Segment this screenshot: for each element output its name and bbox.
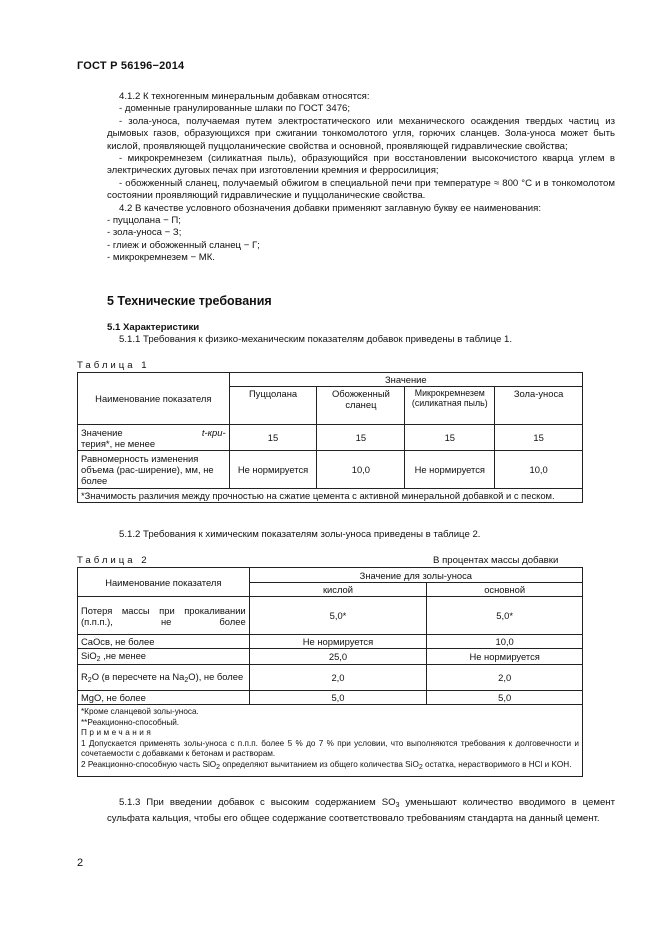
table-header-name: Наименование показателя	[78, 373, 230, 425]
table-2-unit: В процентах массы добавки	[433, 555, 559, 566]
table-cell: Не нормируется	[427, 649, 583, 665]
paragraph-part: 5.1.3 При введении добавок с высоким содержанием SO	[119, 797, 396, 808]
section-title: 5 Технические требования	[107, 294, 272, 308]
paragraph: 4.2 В качестве условного обозначения добавки применяют заглавную букву ее наименования:	[119, 202, 541, 214]
row-name-part: терия*, не менее	[81, 437, 156, 449]
row-name: MgO, не более	[78, 691, 250, 705]
column-header: Обожженный сланец	[317, 387, 405, 425]
column-header: Зола-уноса	[495, 387, 583, 425]
table-footnote: *Значимость различия между прочностью на сжатие цемента с активной минеральной добавкой и с песком.	[78, 489, 583, 503]
table-cell: 2,0	[427, 665, 583, 691]
column-header: Пуццолана	[229, 387, 317, 425]
subscript: 2	[87, 677, 92, 684]
column-header: Микрокремнезем (силикатная пыль)	[405, 387, 495, 425]
table-cell: 10,0	[317, 451, 405, 489]
table-cell: 10,0	[495, 451, 583, 489]
table-cell: 15	[229, 425, 317, 451]
row-name: CaOсв, не более	[78, 635, 250, 649]
table-header-name: Наименование показателя	[78, 568, 250, 597]
note	[81, 760, 579, 774]
subscript: 2	[184, 677, 189, 684]
table-cell: 5,0	[249, 691, 427, 705]
table-1-label: Таблица 1	[77, 360, 150, 371]
table-cell: 15	[405, 425, 495, 451]
paragraph-part: уменьшают количество вводимого в цемент сульфата кальция, чтобы его общее содержание соответствовало требованиям стандарта на данный цемент.	[107, 797, 615, 825]
row-name-part: t-кри-	[201, 426, 226, 438]
table-cell: 5,0*	[427, 597, 583, 635]
column-header: основной	[427, 583, 583, 597]
table-header-value: Значение для золы-уноса	[249, 568, 582, 583]
subscript: 3	[395, 802, 400, 809]
paragraph: 5.1.1 Требования к физико-механическим показателям добавок приведены в таблице 1.	[119, 334, 512, 345]
list-item: - микрокремнезем − МК.	[107, 252, 215, 264]
note-part: 2 Реакционно-способную часть SiO	[81, 759, 217, 769]
table-cell: 5,0*	[249, 597, 427, 635]
subsection-title: 5.1 Характеристики	[107, 322, 200, 333]
row-name	[78, 665, 250, 691]
paragraph: - микрокремнезем (силикатная пыль), образующийся при восстановлении высокочистого кварца углем в электрических дуговых печах при изготовлении кремния и ферросилиция;	[107, 153, 615, 177]
table-2	[77, 567, 583, 777]
note-part: определяют вычитанием из общего количества SiO	[220, 759, 419, 769]
note-part: остатка, нерастворимого в HCl и KOH.	[422, 759, 572, 769]
note: 1 Допускается применять золы-уноса с п.п.п. более 5 % до 7 % при условии, что выполняются требования к долговечности и сочетаемости с добавками к бетонам и растворам.	[81, 738, 579, 759]
intro-text	[107, 91, 615, 265]
row-name: Равномерность изменения объема (рас-ширение), мм, не более	[78, 451, 230, 489]
subscript: 2	[216, 763, 221, 771]
table-cell: Не нормируется	[405, 451, 495, 489]
footnote: *Кроме сланцевой золы-уноса.	[81, 707, 199, 716]
table-cell: 2,0	[249, 665, 427, 691]
paragraph: 4.1.2 К техногенным минеральным добавкам относятся:	[119, 91, 370, 102]
row-name	[78, 425, 230, 451]
row-name-part: Значение	[81, 426, 123, 438]
table-2-label: Таблица 2	[77, 555, 150, 566]
paragraph: 5.1.2 Требования к химическим показателям золы-уноса приведены в таблице 2.	[119, 529, 481, 540]
notes-title: Примечания	[81, 728, 154, 738]
row-name-part: O (в пересчете на Na	[91, 671, 185, 682]
table-cell: 15	[317, 425, 405, 451]
table-header-value: Значение	[229, 373, 582, 387]
paragraph: - зола-унoса, получаемая путем электростатического или механического осаждения твердых частиц из дымовых газов, образующихся при сжигании тонкомолотого угля, горючих сланцев. Зола-уноса может быть кислой, проявляющей пуццоланические свойства и основной, проявляющей гидравлические свойства;	[107, 115, 615, 152]
list-item: - глиеж и обожженный сланец − Г;	[107, 239, 260, 251]
table-cell: Не нормируется	[229, 451, 317, 489]
row-name-part: O), не более	[188, 671, 244, 682]
paragraph: - обожженный сланец, получаемый обжигом в специальной печи при температуре ≈ 800 °С и в тонкомолотом состоянии проявляющий гидравлические и пуццоланические свойства.	[107, 177, 615, 202]
page-number: 2	[77, 857, 84, 869]
list-item: - пуццолана − П;	[107, 215, 181, 227]
table-cell: 10,0	[427, 635, 583, 649]
row-name-part: SiO	[81, 650, 97, 661]
table-cell: 15	[495, 425, 583, 451]
table-1	[77, 372, 583, 503]
document-header: ГОСТ Р 56196−2014	[77, 60, 185, 72]
paragraph-513	[107, 796, 615, 825]
subscript: 2	[418, 763, 423, 771]
row-name: Потеря массы при прокаливании (п.п.п.), не более	[78, 597, 250, 635]
list-item: - зола-уноса − З;	[107, 227, 182, 239]
paragraph: - доменные гранулированные шлаки по ГОСТ 3476;	[119, 103, 351, 115]
column-header: кислой	[249, 583, 427, 597]
table-notes	[78, 705, 583, 777]
table-cell: 25,0	[249, 649, 427, 665]
subscript: 2	[96, 656, 101, 663]
row-name-part: R	[81, 671, 88, 682]
table-cell: 5,0	[427, 691, 583, 705]
table-cell: Не нормируется	[249, 635, 427, 649]
row-name-part: ,не менее	[100, 650, 147, 661]
footnote: **Реакционно-способный.	[81, 717, 180, 727]
row-name	[78, 649, 250, 665]
